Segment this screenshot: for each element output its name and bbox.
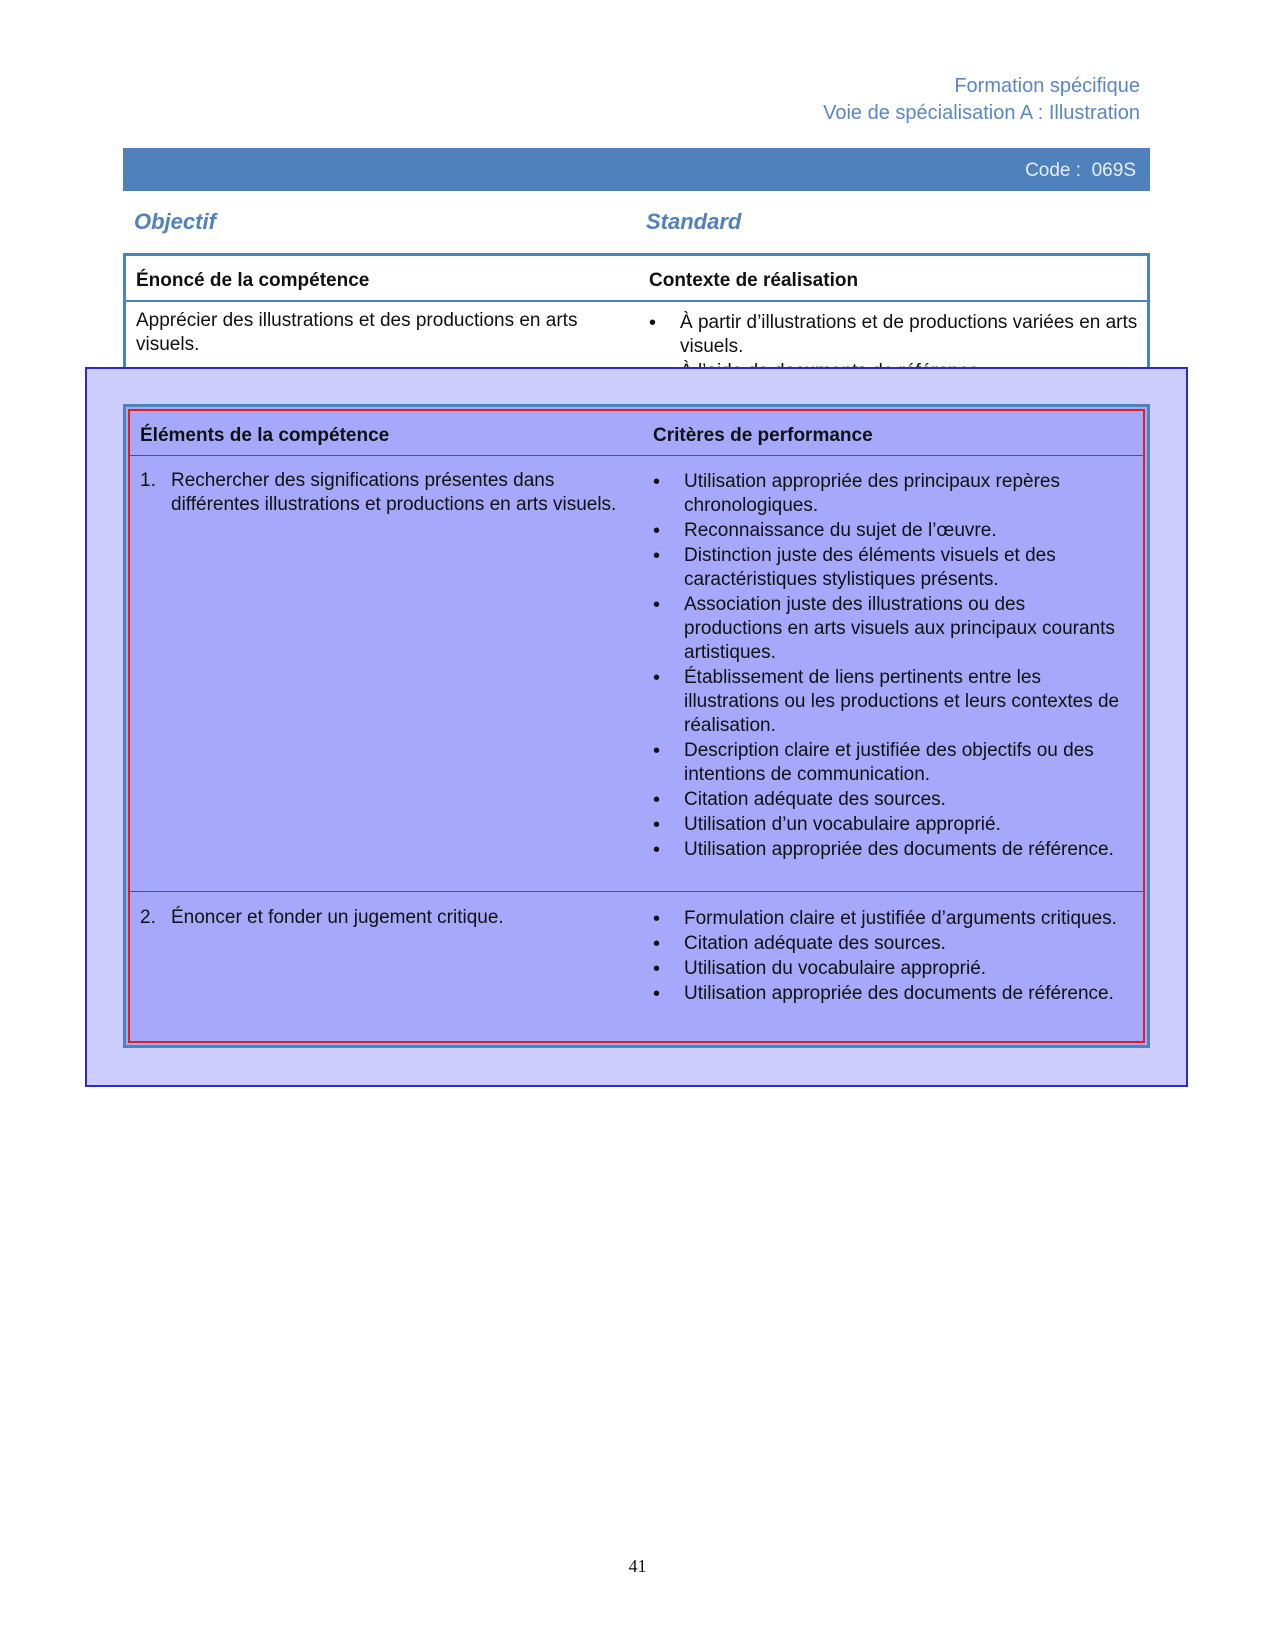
code-bar <box>123 148 1150 191</box>
list-item: • Utilisation appropriée des documents de référence. <box>653 982 1125 1006</box>
enonce-text: Apprécier des illustrations et des productions en arts visuels. <box>136 310 578 355</box>
contexte-header: Contexte de réalisation <box>649 270 859 291</box>
list-item: • Utilisation appropriée des principaux repères chronologiques. <box>653 470 1125 518</box>
list-item: • Utilisation d’un vocabulaire approprié. <box>653 813 1125 837</box>
elements-header: Éléments de la compétence <box>140 425 390 446</box>
table-row <box>130 455 1143 892</box>
enonce-header: Énoncé de la compétence <box>136 270 370 291</box>
table-row <box>130 892 1143 1047</box>
objectif-title: Objectif <box>134 209 216 234</box>
element-item <box>140 906 641 930</box>
header-specialization: Voie de spécialisation A : Illustration <box>823 102 1140 124</box>
element-number: 2. <box>140 907 156 928</box>
list-item: • Reconnaissance du sujet de l’œuvre. <box>653 519 1125 543</box>
criteres-header: Critères de performance <box>653 425 873 446</box>
element-item <box>140 469 641 517</box>
criteria-table-header <box>130 411 1143 456</box>
element-text: Énoncer et fonder un jugement critique. <box>171 907 504 928</box>
header-program: Formation spécifique <box>954 75 1140 97</box>
list-item: • Description claire et justifiée des objectifs ou des intentions de communication. <box>653 739 1125 787</box>
list-item: • Association juste des illustrations ou des productions en arts visuels aux principaux courants artistiques. <box>653 593 1125 665</box>
list-item: • Établissement de liens pertinents entre les illustrations ou les productions et leurs contextes de réalisation. <box>653 666 1125 738</box>
element-number: 1. <box>140 470 156 491</box>
standard-title: Standard <box>646 209 742 234</box>
list-item: • Utilisation du vocabulaire approprié. <box>653 957 1125 981</box>
element-text: Rechercher des significations présentes dans différentes illustrations et productions en arts visuels. <box>171 470 617 515</box>
list-item: • Utilisation appropriée des documents de référence. <box>653 838 1125 862</box>
list-item: • Citation adéquate des sources. <box>653 788 1125 812</box>
criteria-list <box>653 470 1125 863</box>
list-item: • Distinction juste des éléments visuels et des caractéristiques stylistiques présents. <box>653 544 1125 592</box>
criteria-table <box>123 404 1150 1048</box>
criteria-list <box>653 907 1125 1007</box>
list-item: • Formulation claire et justifiée d’arguments critiques. <box>653 907 1125 931</box>
list-item: • À partir d’illustrations et de productions variées en arts visuels. <box>649 311 1139 359</box>
criteria-table-frame <box>128 409 1145 1043</box>
list-item: • Citation adéquate des sources. <box>653 932 1125 956</box>
code-label: Code : 069S <box>1025 160 1136 181</box>
page-number: 41 <box>628 1556 647 1576</box>
competence-table-header <box>126 256 1147 302</box>
